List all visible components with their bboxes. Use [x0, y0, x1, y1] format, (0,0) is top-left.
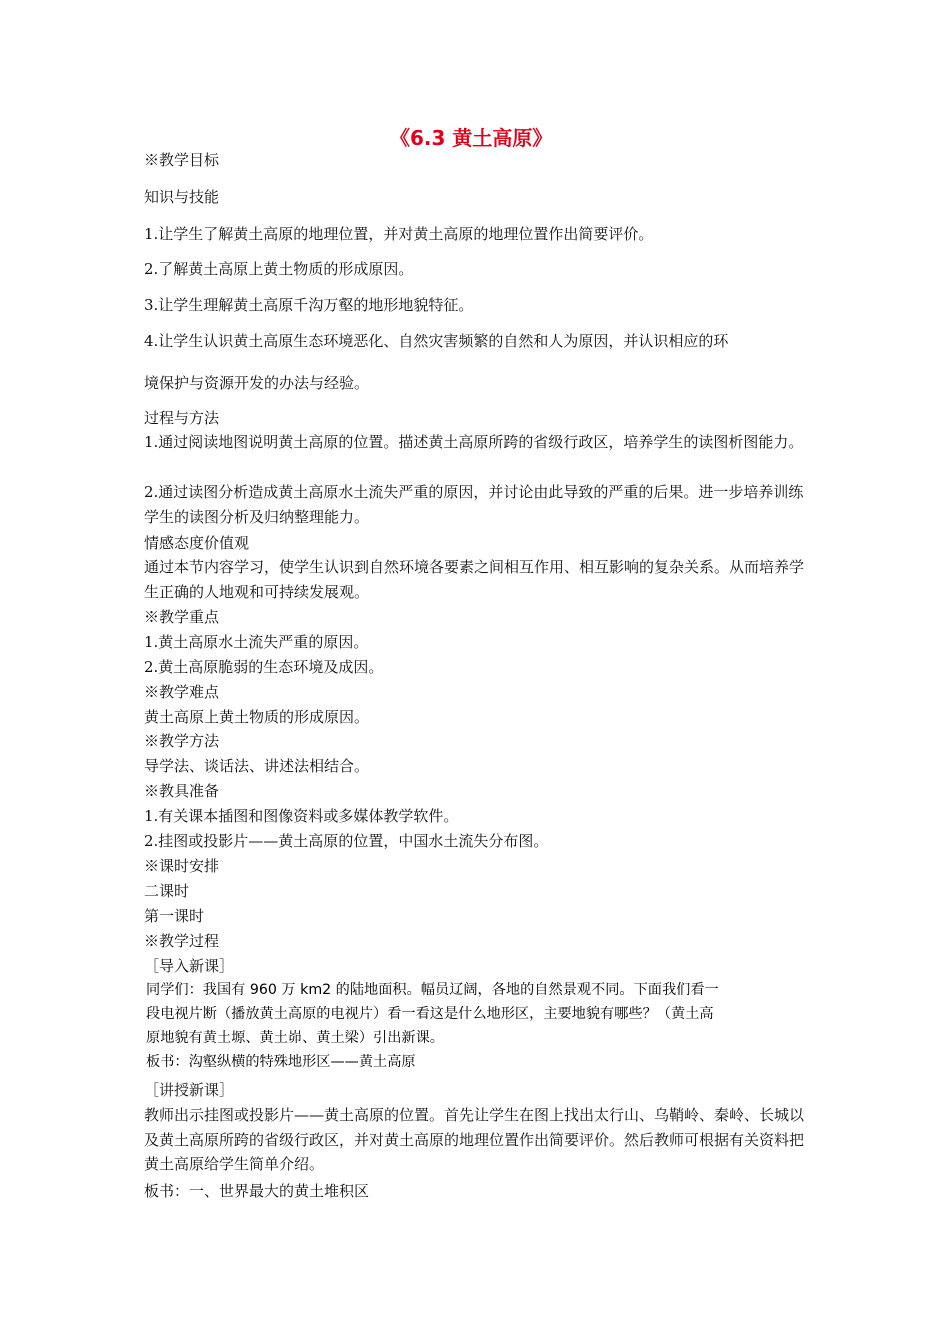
- key-point-2: 2.黄土高原脆弱的生态环境及成因。: [144, 658, 384, 676]
- section-header-goals: ※教学目标: [144, 151, 220, 169]
- emotion-item-1: 通过本节内容学习，使学生认识到自然环境各要素之间相互作用、相互影响的复杂关系。从而培养学生正确的人地观和可持续发展观。: [144, 558, 805, 601]
- subsection-header-emotion: 情感态度价值观: [144, 534, 250, 552]
- knowledge-item-3: 3.让学生理解黄土高原千沟万壑的地形地貌特征。: [144, 296, 474, 314]
- tools-item-1: 1.有关课本插图和图像资料或多媒体教学软件。: [144, 807, 459, 825]
- section-header-difficulty: ※教学难点: [144, 683, 220, 701]
- section-header-teaching-process: ※教学过程: [144, 932, 220, 950]
- subsection-header-knowledge: 知识与技能: [144, 188, 220, 206]
- process-item-2: 2.通过读图分析造成黄土高原水土流失严重的原因，并讨论由此导致的严重的后果。进一步培养训练学生的读图分析及归纳整理能力。: [144, 483, 804, 526]
- intro-line-4: 板书：沟壑纵横的特殊地形区——黄土高原: [146, 1054, 416, 1070]
- tools-item-2: 2.挂图或投影片——黄土高原的位置，中国水土流失分布图。: [144, 832, 549, 850]
- section-header-method: ※教学方法: [144, 732, 220, 750]
- method-item-1: 导学法、谈话法、讲述法相结合。: [144, 757, 370, 775]
- document-title: 《6.3 黄土高原》: [390, 126, 553, 150]
- new-lesson-paragraph: 教师出示挂图或投影片——黄土高原的位置。首先让学生在图上找出太行山、乌鞘岭、秦岭、长城以及黄土高原所跨的省级行政区，并对黄土高原的地理位置作出简要评价。然后教师可根据有关资料把黄土高原给学生简单介绍。: [144, 1106, 805, 1173]
- section-header-schedule: ※课时安排: [144, 857, 220, 875]
- schedule-item-1: 二课时: [144, 882, 190, 900]
- knowledge-item-2: 2.了解黄土高原上黄土物质的形成原因。: [144, 260, 414, 278]
- intro-header: ［导入新课］: [144, 957, 235, 975]
- process-item-1: 1.通过阅读地图说明黄土高原的位置。描述黄土高原所跨的省级行政区，培养学生的读图析图能力。: [144, 433, 804, 451]
- knowledge-item-4a: 4.让学生认识黄土高原生态环境恶化、自然灾害频繁的自然和人为原因，并认识相应的环: [144, 332, 729, 350]
- schedule-item-2: 第一课时: [144, 907, 205, 925]
- subsection-header-process: 过程与方法: [144, 409, 220, 427]
- knowledge-item-4b: 境保护与资源开发的办法与经验。: [144, 374, 370, 392]
- section-header-tools: ※教具准备: [144, 782, 220, 800]
- board-item-1: 板书：一、世界最大的黄土堆积区: [144, 1182, 370, 1200]
- difficulty-item-1: 黄土高原上黄土物质的形成原因。: [144, 708, 370, 726]
- knowledge-item-1: 1.让学生了解黄土高原的地理位置，并对黄土高原的地理位置作出简要评价。: [144, 225, 654, 243]
- new-lesson-header: ［讲授新课］: [144, 1081, 235, 1099]
- section-header-key-points: ※教学重点: [144, 608, 220, 626]
- intro-line-2: 段电视片断（播放黄土高原的电视片）看一看这是什么地形区，主要地貌有哪些？（黄土高: [146, 1006, 714, 1022]
- intro-line-1: 同学们：我国有 960 万 km2 的陆地面积。幅员辽阔，各地的自然景观不同。下面我们看一: [146, 982, 719, 998]
- key-point-1: 1.黄土高原水土流失严重的原因。: [144, 633, 369, 651]
- intro-line-3: 原地貌有黄土塬、黄土峁、黄土梁）引出新课。: [146, 1030, 444, 1046]
